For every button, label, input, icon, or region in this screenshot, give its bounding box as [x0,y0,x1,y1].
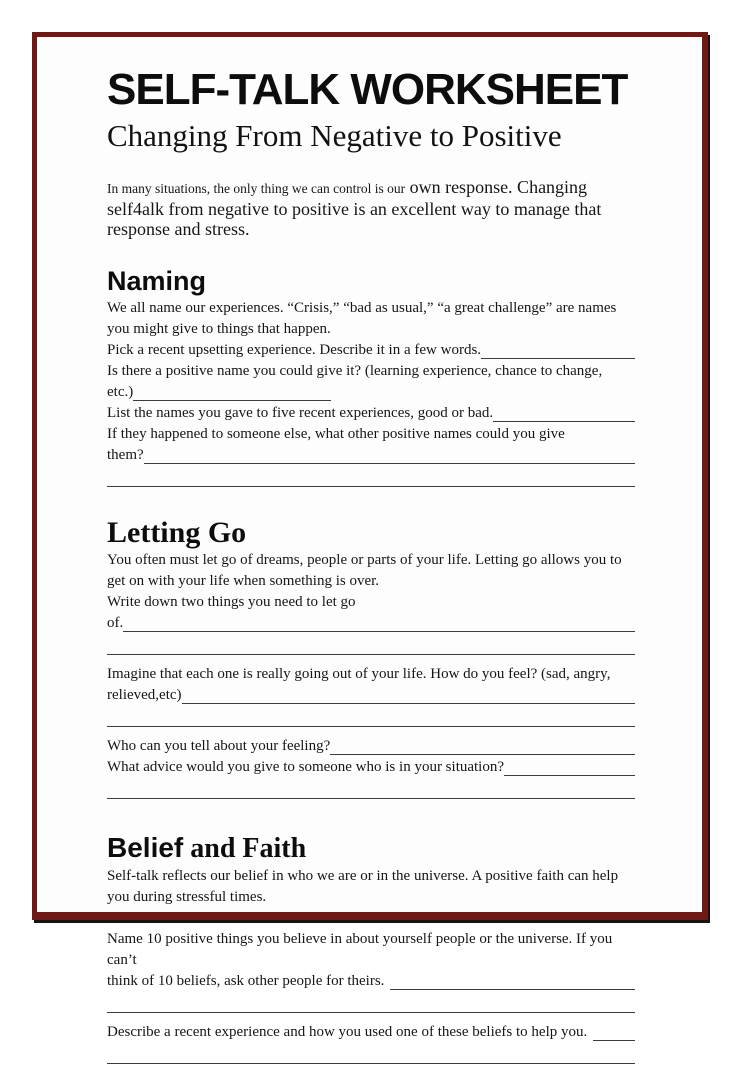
answer-blank-line [107,715,635,727]
answer-blank-line [107,643,635,655]
naming-question-1 [107,340,635,361]
question-text: relieved,etc) [107,687,182,704]
page-title: SELF-TALK WORKSHEET [107,65,628,114]
naming-heading: Naming [107,266,207,297]
letting-go-question-4 [107,757,635,778]
answer-blank [182,694,635,704]
intro-lead-large: own response. Changing self4alk from negative to positive is an excellent way to manage that response and stress. [107,177,602,240]
spacer [107,908,635,929]
letting-go-question-3 [107,736,635,757]
answer-blank-line [107,475,635,487]
worksheet-content [107,67,635,1073]
question-text: What advice would you give to someone who is in your situation? [107,759,505,776]
worksheet-page-border [32,32,708,1040]
answer-blank [593,1031,635,1041]
question-text: of. [107,615,124,632]
naming-question-2-continued [107,382,635,403]
answer-blank [390,980,635,990]
spacer [107,634,635,643]
naming-question-3 [107,403,635,424]
answer-blank-line [107,1001,635,1013]
answer-blank [504,766,635,776]
spacer [107,778,635,787]
question-text: Who can you tell about your feeling? [107,738,331,755]
answer-blank [144,454,635,464]
spacer [107,1043,635,1052]
belief-paragraph: Self-talk reflects our belief in who we are or in the universe. A positive faith can help you during stressful times. [107,867,619,905]
belief-question-2 [107,1022,635,1043]
answer-blank [133,391,331,401]
belief-heading-serif: and Faith [183,833,307,865]
answer-blank-line [107,1052,635,1064]
spacer [107,706,635,715]
answer-blank [481,349,635,359]
answer-blank [330,745,635,755]
question-text: them? [107,446,144,463]
answer-blank [493,412,635,422]
answer-blank-line [107,787,635,799]
question-text: List the names you gave to five recent experiences, good or bad. [107,404,494,421]
belief-heading [107,833,635,863]
spacer [107,992,635,1001]
letting-go-question-2: Imagine that each one is really going out of your life. How do you feel? (sad, angry, [107,666,611,683]
letting-go-paragraph: You often must let go of dreams, people or parts of your life. Letting go allows you to get on with your life when something is over. [107,552,622,590]
question-text: Pick a recent upsetting experience. Describe it in a few words. [107,341,482,358]
spacer [107,466,635,475]
intro-paragraph [107,177,635,239]
belief-question-1: Name 10 positive things you believe in about yourself people or the universe. If you can’t [107,930,613,968]
section-belief-and-faith [107,833,635,1063]
answer-blank [123,622,635,632]
letting-go-question-2-continued [107,685,635,706]
letting-go-heading: Letting Go [107,515,247,549]
naming-question-4: If they happened to someone else, what other positive names could you give [107,425,565,442]
question-text: etc.) [107,383,134,400]
question-text: think of 10 beliefs, ask other people for theirs. [107,972,385,989]
belief-question-1-continued [107,971,635,992]
belief-heading-sans: Belief [107,832,184,864]
naming-question-4-continued [107,445,635,466]
letting-go-question-1-continued [107,613,635,634]
section-naming [107,267,635,486]
naming-paragraph: We all name our experiences. “Crisis,” “bad as usual,” “a great challenge” are names you might give to things that happen. [107,299,617,337]
naming-question-2: Is there a positive name you could give it? (learning experience, chance to change, [107,362,603,379]
question-text: Describe a recent experience and how you used one of these beliefs to help you. [107,1023,588,1040]
intro-lead-small: In many situations, the only thing we can control is our [107,181,406,197]
page-subtitle: Changing From Negative to Positive [107,118,562,154]
letting-go-question-1: Write down two things you need to let go [107,594,356,611]
section-letting-go [107,517,635,800]
